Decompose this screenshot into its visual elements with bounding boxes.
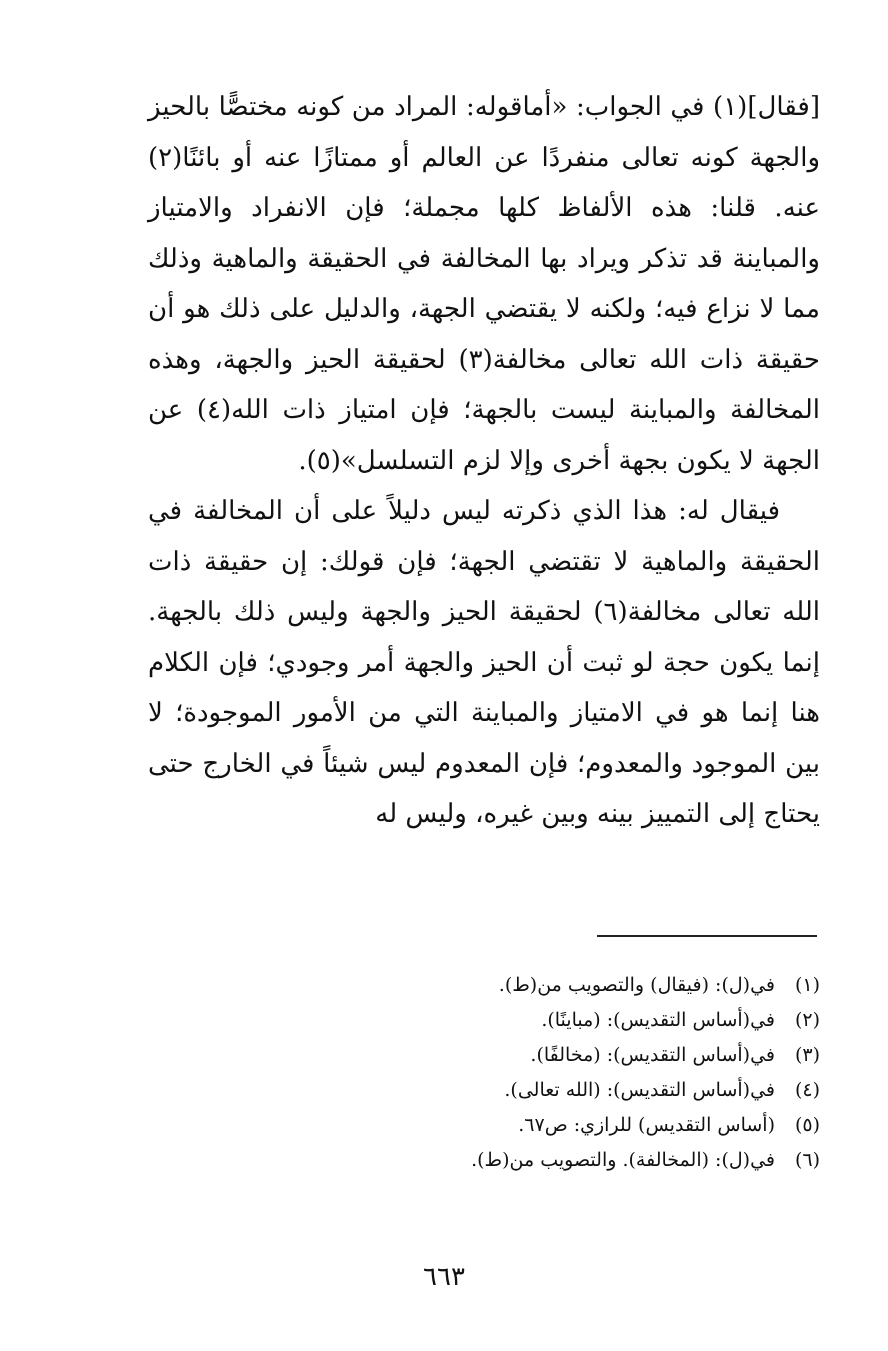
footnote-text: في(أساس التقديس): (الله تعالى). [504,1079,775,1101]
footnote-4 [100,1073,820,1108]
footnote-separator [597,935,817,937]
footnote-text: في(ل): (المخالفة). والتصويب من(ط). [471,1149,775,1171]
footnote-number: (٣) [794,1044,820,1066]
footnote-1 [100,968,820,1003]
footnote-text: في(أساس التقديس): (مخالفًا). [530,1044,775,1066]
footnote-6 [100,1143,820,1178]
footnote-number: (٦) [794,1149,820,1171]
footnotes [100,968,820,1178]
footnote-2 [100,1003,820,1038]
footnote-3 [100,1038,820,1073]
footnote-number: (٢) [794,1009,820,1031]
footnote-5 [100,1108,820,1143]
footnote-text: في(ل): (فيقال) والتصويب من(ط). [498,974,775,996]
footnote-number: (٤) [794,1079,820,1101]
paragraph-2: فيقال له: هذا الذي ذكرته ليس دليلاً على أن المخالفة في الحقيقة والماهية لا تقتضي الجهة؛ فإن قولك: إن حقيقة ذات الله تعالى مخالفة(٦) لحقيقة الحيز والجهة وليس ذلك بالجهة. إنما يكون حجة لو ثبت أن الحيز والجهة أمر وجودي؛ فإن الكلام هنا إنما هو في الامتياز والمباينة التي من الأمور الموجودة؛ لا بين الموجود والمعدوم؛ فإن المعدوم ليس شيئاً في الخارج حتى يحتاج إلى التمييز بينه وبين غيره، وليس له [148,496,820,829]
footnote-number: (١) [794,974,820,996]
main-text [148,82,820,840]
footnote-number: (٥) [794,1114,820,1136]
footnote-text: في(أساس التقديس): (مباينًا). [541,1009,775,1031]
paragraph-1: [فقال](١) في الجواب: «أماقوله: المراد من كونه مختصًّا بالحيز والجهة كونه تعالى منفردًا عن العالم أو ممتازًا عنه أو بائنًا(٢) عنه. قلنا: هذه الألفاظ كلها مجملة؛ فإن الانفراد والامتياز والمباينة قد تذكر ويراد بها المخالفة في الحقيقة والماهية وذلك مما لا نزاع فيه؛ ولكنه لا يقتضي الجهة، والدليل على ذلك هو أن حقيقة ذات الله تعالى مخالفة(٣) لحقيقة الحيز والجهة، وهذه المخالفة والمباينة ليست بالجهة؛ فإن امتياز ذات الله(٤) عن الجهة لا يكون بجهة أخرى وإلا لزم التسلسل»(٥). [148,92,821,476]
footnote-text: (أساس التقديس) للرازي: ص٦٧. [518,1114,775,1136]
page-number: ٦٦٣ [423,1262,465,1292]
